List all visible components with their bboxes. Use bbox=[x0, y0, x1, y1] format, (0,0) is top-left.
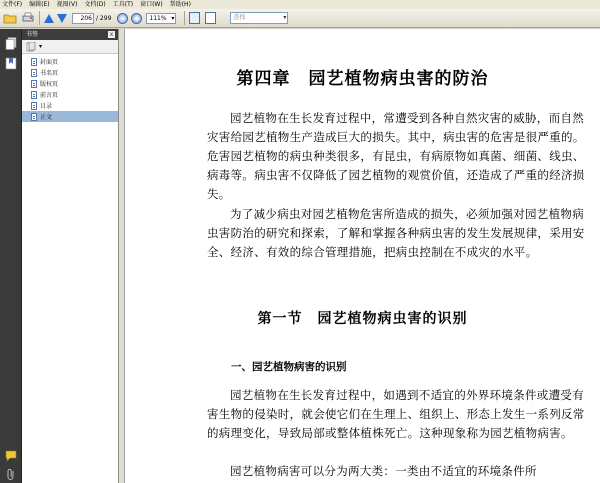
arrow-down-icon bbox=[57, 14, 67, 23]
zoom-in-button[interactable]: + bbox=[131, 13, 142, 24]
print-icon bbox=[21, 12, 35, 24]
bookmark-item[interactable] bbox=[22, 78, 118, 89]
section-title: 第一节 园艺植物病虫害的识别 bbox=[257, 311, 468, 327]
menu-tools[interactable]: 工具(T) bbox=[112, 1, 134, 8]
navigation-strip bbox=[0, 29, 22, 483]
bookmark-label: 书名页 bbox=[40, 70, 59, 77]
page-number-input[interactable]: 206 bbox=[72, 13, 94, 24]
page-icon bbox=[31, 80, 37, 88]
toolbar-separator bbox=[39, 11, 40, 25]
paragraph: 园艺植物在生长发育过程中，常遭受到各种自然灾害的威胁，而自然灾害给园艺植物生产造成巨大的损失。其中，病虫害的危害是很严重的。危害园艺植物的病虫种类很多，有昆虫，有病原物如真菌、细菌、线虫、病毒等。病虫害不仅降低了园艺植物的观赏价值，还造成了严重的经济损失。 bbox=[207, 111, 585, 201]
previous-page-button[interactable] bbox=[44, 11, 54, 25]
chapter-title: 第四章 园艺植物病虫害的防治 bbox=[236, 69, 489, 89]
fit-width-icon[interactable] bbox=[205, 12, 216, 24]
bookmark-item[interactable] bbox=[22, 100, 118, 111]
open-folder-button[interactable] bbox=[3, 11, 17, 25]
page-count: / 299 bbox=[96, 14, 112, 22]
zoom-out-button[interactable]: − bbox=[117, 13, 128, 24]
page-icon bbox=[31, 113, 37, 121]
document-page bbox=[125, 29, 600, 483]
toolbar bbox=[0, 9, 600, 28]
bookmark-list bbox=[22, 54, 118, 122]
menu-help[interactable]: 帮助(H) bbox=[169, 1, 191, 8]
next-page-button[interactable] bbox=[57, 11, 67, 25]
bookmark-panel-header bbox=[22, 29, 118, 40]
page-icon bbox=[31, 69, 37, 77]
bookmark-item[interactable] bbox=[22, 56, 118, 67]
arrow-up-icon bbox=[44, 14, 54, 23]
page-icon bbox=[31, 91, 37, 99]
attachment-icon[interactable] bbox=[5, 466, 17, 479]
bookmark-options-button[interactable] bbox=[26, 42, 42, 52]
subsection-title: 一、园艺植物病害的识别 bbox=[231, 361, 347, 373]
print-button[interactable] bbox=[21, 11, 35, 25]
toolbar-separator bbox=[184, 11, 185, 25]
folder-icon bbox=[3, 12, 17, 24]
bookmark-label: 目录 bbox=[40, 103, 53, 110]
bookmark-item[interactable] bbox=[22, 89, 118, 100]
paragraph: 为了减少病虫对园艺植物危害所造成的损失，必须加强对园艺植物病虫害防治的研究和探索，了解和掌握各种病虫害的发生发展规律，采用安全、经济、有效的综合管理措施，把病虫控制在不成灾的水平。 bbox=[207, 207, 585, 259]
bookmark-icon[interactable] bbox=[5, 55, 17, 68]
comments-icon[interactable] bbox=[5, 447, 17, 460]
page-icon bbox=[31, 102, 37, 110]
menu-document[interactable]: 文档(D) bbox=[84, 1, 106, 8]
bookmark-panel bbox=[22, 29, 119, 483]
bookmark-toolbar bbox=[22, 40, 118, 54]
bookmark-item[interactable] bbox=[22, 111, 118, 122]
document-view[interactable] bbox=[125, 29, 600, 483]
page-icon bbox=[31, 58, 37, 66]
menu-bar bbox=[0, 0, 600, 9]
bookmark-label: 正文 bbox=[40, 114, 53, 121]
close-panel-button[interactable]: x bbox=[109, 31, 114, 38]
bookmark-item[interactable] bbox=[22, 67, 118, 78]
menu-view[interactable]: 视图(V) bbox=[56, 1, 78, 8]
pages-icon[interactable] bbox=[5, 35, 17, 48]
menu-window[interactable]: 窗口(W) bbox=[140, 1, 163, 8]
bookmark-label: 前言页 bbox=[40, 92, 59, 99]
paragraph: 园艺植物病害可以分为两大类：一类由不适宜的环境条件所 bbox=[230, 464, 537, 478]
bookmark-panel-title: 书签 bbox=[26, 31, 39, 38]
fit-page-icon[interactable] bbox=[189, 12, 200, 24]
bookmark-options-icon bbox=[26, 42, 38, 52]
menu-edit[interactable]: 编辑(E) bbox=[29, 1, 50, 8]
zoom-level-select[interactable]: 111% ▾ bbox=[146, 13, 176, 24]
menu-file[interactable]: 文件(F) bbox=[2, 1, 23, 8]
bookmark-label: 版权页 bbox=[40, 81, 59, 88]
search-input[interactable]: 查找 ▾ bbox=[230, 12, 288, 24]
bookmark-label: 封面页 bbox=[40, 59, 59, 66]
paragraph: 园艺植物在生长发育过程中，如遇到不适宜的外界环境条件或遭受有害生物的侵染时，就会使它们在生理上、组织上、形态上发生一系列反常的病理变化，导致局部或整体植株死亡。这种现象称为园艺植物病害。 bbox=[207, 388, 585, 440]
chevron-down-icon: ▾ bbox=[39, 43, 43, 50]
